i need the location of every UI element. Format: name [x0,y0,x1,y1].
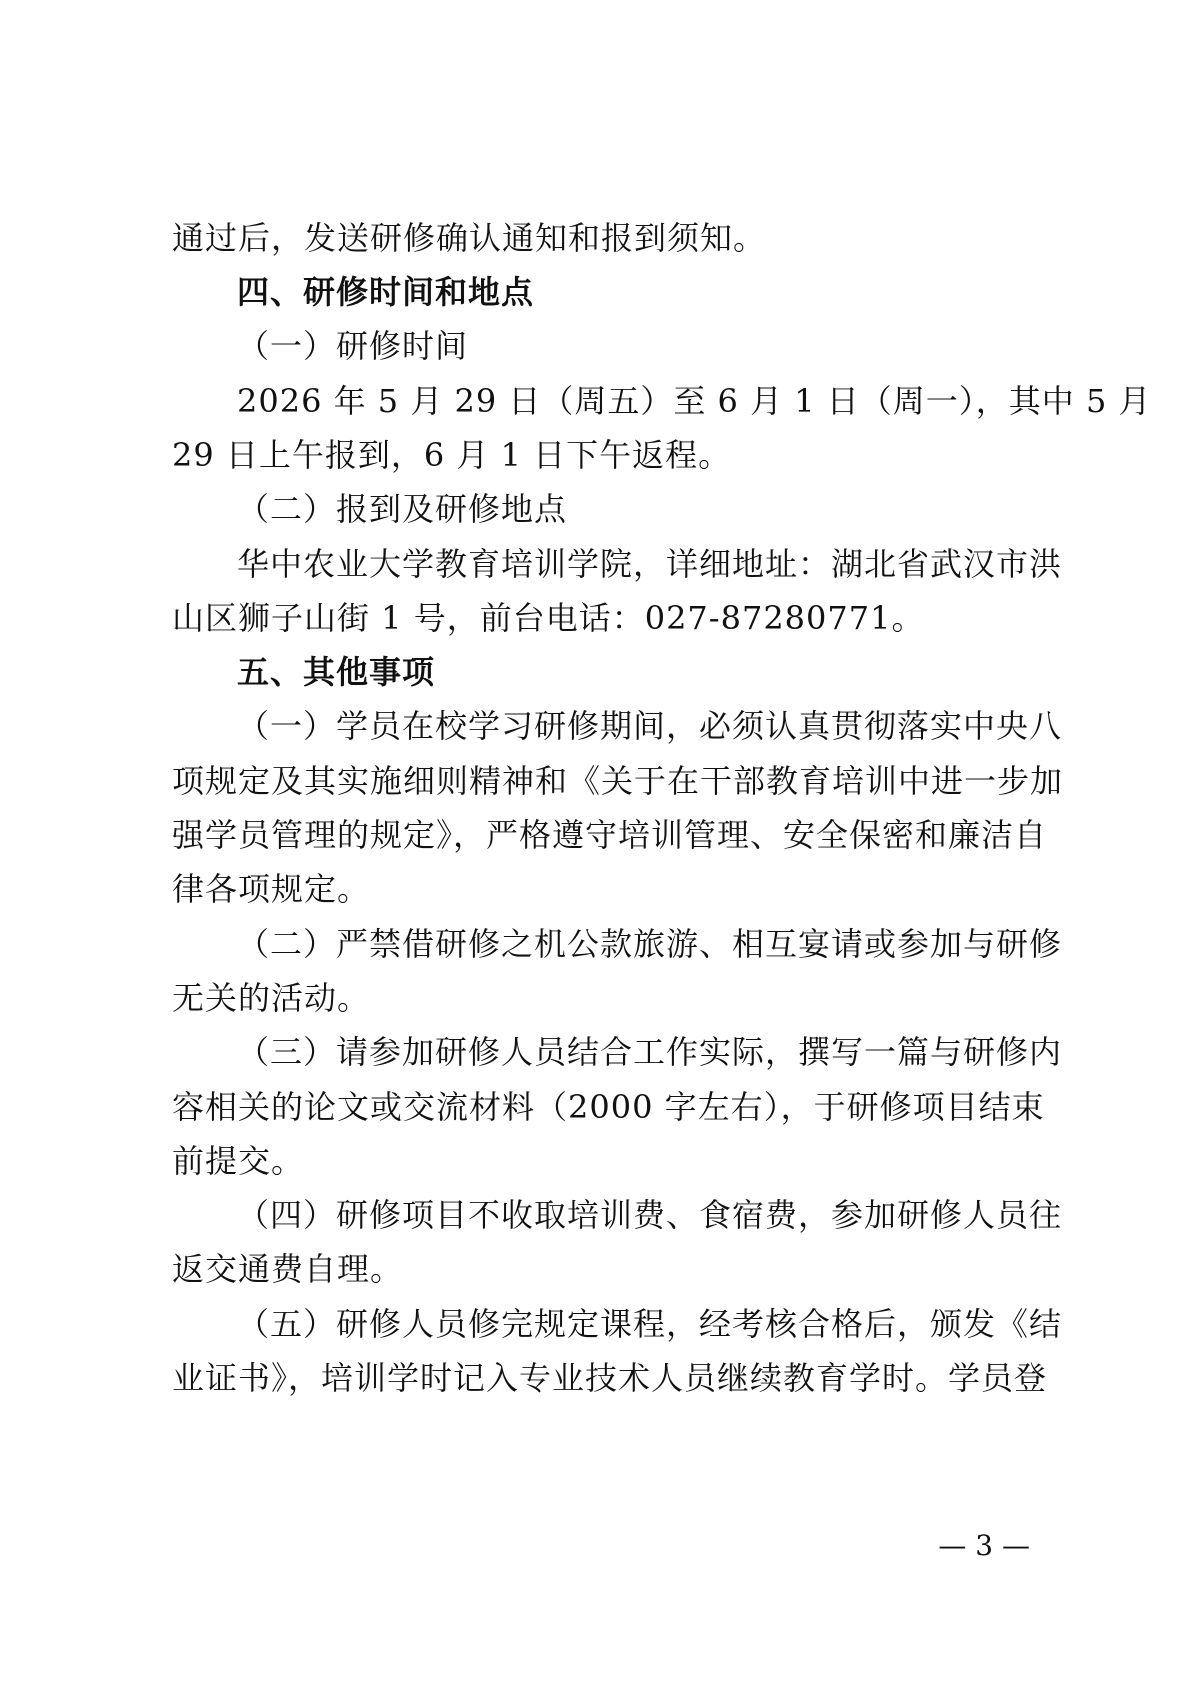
paragraph-line: （三）请参加研修人员结合工作实际，撰写一篇与研修内 [237,1033,1063,1071]
paragraph-line: 前提交。 [172,1142,305,1180]
paragraph-line: 项规定及其实施细则精神和《关于在干部教育培训中进一步加 [172,762,1064,800]
subsection-heading: （一）研修时间 [237,327,469,365]
subsection-heading: （二）报到及研修地点 [237,490,568,528]
paragraph-line: 山区狮子山街 1 号，前台电话：027-87280771。 [172,599,925,637]
paragraph-line: 华中农业大学教育培训学院，详细地址：湖北省武汉市洪 [237,545,1063,583]
paragraph-line: 容相关的论文或交流材料（2000 字左右），于研修项目结束 [172,1088,1045,1126]
paragraph-line: （二）严禁借研修之机公款旅游、相互宴请或参加与研修 [237,925,1063,963]
section-heading-4: 四、研修时间和地点 [237,273,535,311]
page-number: — 3 — [938,1529,1030,1562]
paragraph-line: 业证书》，培训学时记入专业技术人员继续教育学时。学员登 [172,1359,1048,1397]
paragraph-line: （四）研修项目不收取培训费、食宿费，参加研修人员往 [237,1196,1063,1234]
paragraph-line: 29 日上午报到，6 月 1 日下午返程。 [172,436,732,474]
paragraph-line: 无关的活动。 [172,979,371,1017]
paragraph-line: 强学员管理的规定》，严格遵守培训管理、安全保密和廉洁自 [172,816,1048,854]
paragraph-line: 返交通费自理。 [172,1250,404,1288]
paragraph-line: （一）学员在校学习研修期间，必须认真贯彻落实中央八 [237,707,1063,745]
paragraph-line: 律各项规定。 [172,870,371,908]
paragraph-line: 通过后，发送研修确认通知和报到须知。 [172,219,767,257]
section-heading-5: 五、其他事项 [237,653,436,691]
paragraph-line: （五）研修人员修完规定课程，经考核合格后，颁发《结 [237,1305,1063,1343]
paragraph-line: 2026 年 5 月 29 日（周五）至 6 月 1 日（周一），其中 5 月 [237,382,1152,420]
